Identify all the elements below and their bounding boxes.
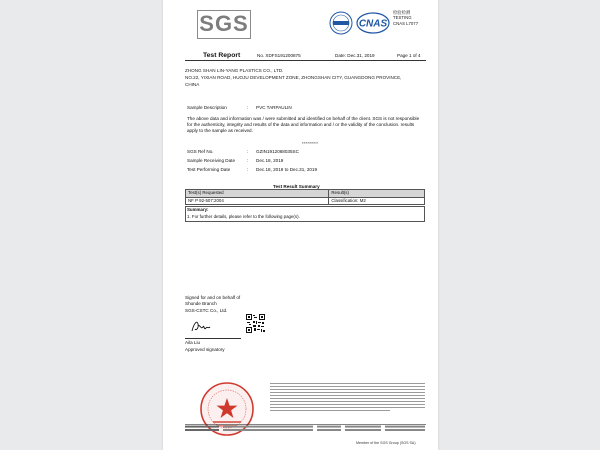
- signature-line: [185, 338, 241, 339]
- summary-label: Summary:: [187, 207, 209, 212]
- header-divider: [185, 60, 426, 61]
- test-result-summary-title: Test Result Summary: [273, 184, 320, 189]
- table-header-row: [186, 190, 425, 198]
- sgs-ref-value: GZIN1912068035SC: [256, 149, 299, 154]
- terms-fine-print: [270, 404, 425, 405]
- results-table: [185, 189, 425, 205]
- col-test-header: Test(s) Requested: [186, 190, 329, 198]
- terms-fine-print: [270, 386, 425, 387]
- sgs-logo: SGS: [197, 10, 251, 39]
- terms-fine-print: [270, 398, 425, 399]
- table-row: [186, 197, 425, 205]
- cnas-accreditation-text: 检验检测 TESTING CNAS L7077: [393, 10, 419, 26]
- colon: :: [247, 105, 249, 110]
- company-name: SGS-CSTC Co., Ltd.: [185, 308, 228, 313]
- terms-fine-print: [270, 401, 425, 402]
- page-number: Page 1 of 4: [397, 53, 421, 58]
- colon: :: [247, 158, 249, 163]
- terms-fine-print: [270, 392, 425, 393]
- sample-description-label: Sample Description: [187, 105, 227, 110]
- signatory-role: Approved signatory: [185, 347, 225, 352]
- separator-stars: ********: [302, 141, 319, 146]
- signed-on-behalf: Signed for and on behalf of: [185, 295, 241, 300]
- cnas-label: CNAS: [358, 18, 388, 30]
- col-result-header: Result(s): [329, 190, 425, 198]
- disclaimer-paragraph: The above data and information was / were submitted and identified on behalf of the client. SGS is not responsible for the authenticity, integrity and results of the data and information and / or the validity of the conclusion. results apply to the sample as received.: [187, 116, 420, 134]
- performing-date-label: Test Performing Date: [187, 167, 231, 172]
- terms-fine-print: [270, 407, 425, 408]
- report-date: Date: Dec.31, 2019: [335, 53, 375, 58]
- branch-name: Shunde Branch: [185, 301, 217, 306]
- signatory-name: Aila Liu: [185, 340, 201, 345]
- document-page[interactable]: [163, 0, 438, 450]
- report-number: No. XDFS191200875: [257, 53, 301, 58]
- colon: :: [247, 149, 249, 154]
- sgs-ref-label: SGS Ref No.: [187, 149, 214, 154]
- sample-description-value: PVC TARPAULIN: [256, 105, 292, 110]
- terms-fine-print: [270, 389, 425, 390]
- colon: :: [247, 167, 249, 172]
- receiving-date-label: Sample Receiving Date: [187, 158, 236, 163]
- report-title: Test Report: [203, 52, 241, 59]
- client-name: ZHONG SHAN LIN-YANG PLASTICS CO., LTD.: [185, 68, 284, 73]
- terms-fine-print: [270, 395, 425, 396]
- terms-fine-print: [270, 383, 425, 384]
- terms-fine-print: [270, 410, 390, 411]
- result-cell: Classification: M2: [329, 197, 425, 205]
- sgs-group-member-text: Member of the SGS Group (SGS SA): [356, 441, 416, 445]
- handwritten-signature: [191, 319, 215, 333]
- performing-date-value: Dec.18, 2019 to Dec.31, 2019: [256, 167, 318, 172]
- qr-code[interactable]: [246, 314, 265, 333]
- test-cell: NF P 92-507:2004: [186, 197, 329, 205]
- client-address: NO.22, YIXIAN ROAD, HUOJU DEVELOPMENT ZONE, ZHONGSHAN CITY, GUANGDONG PROVINCE,: [185, 75, 402, 80]
- cnas-icon: [356, 12, 390, 34]
- ilac-mra-icon: [329, 11, 353, 35]
- footer-address-bar: [185, 424, 426, 432]
- client-country: CHINA: [185, 82, 200, 87]
- summary-item: 1. For further details, please refer to the following page(s).: [187, 214, 300, 219]
- receiving-date-value: Dec.18, 2019: [256, 158, 284, 163]
